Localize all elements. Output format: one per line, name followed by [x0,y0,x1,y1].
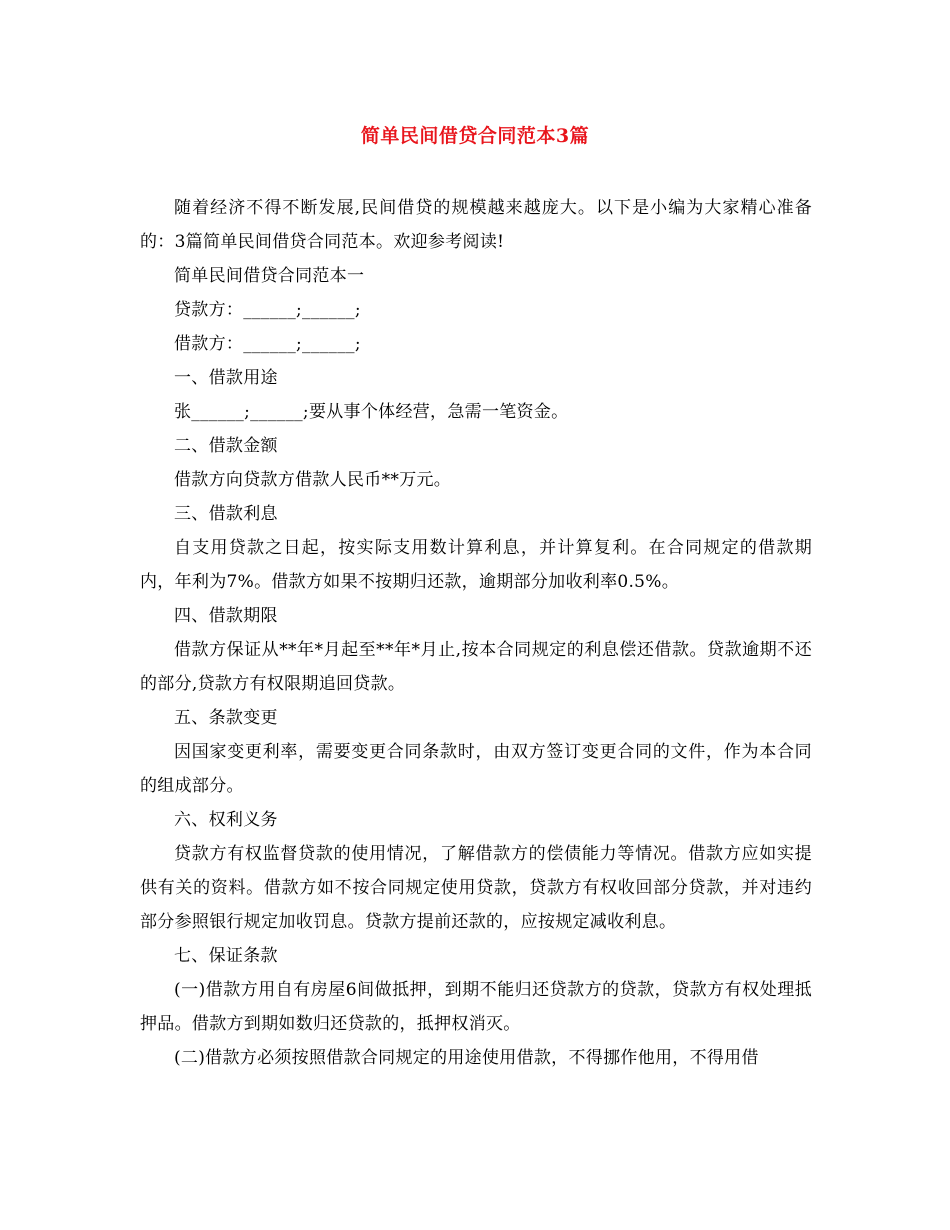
clause-text-term: 借款方保证从**年*月起至**年*月止,按本合同规定的利息偿还借款。贷款逾期不还的部分,贷款方有权限期追回贷款。 [140,640,812,694]
clause-text-guarantee-2: (二)借款方必须按照借款合同规定的用途使用借款，不得挪作他用，不得用借 [174,1048,759,1068]
clause-heading-interest: 三、借款利息 [174,504,278,524]
clause-heading-guarantee: 七、保证条款 [174,946,278,966]
clause-text-purpose: 张______;______;要从事个体经营，急需一笔资金。 [174,402,569,422]
section-heading-sample-one: 简单民间借贷合同范本一 [174,266,365,286]
borrower-line: 借款方：______;______; [174,334,361,354]
clause-text-rights: 贷款方有权监督贷款的使用情况，了解借款方的偿债能力等情况。借款方应如实提供有关的资料。借款方如不按合同规定使用贷款，贷款方有权收回部分贷款，并对违约部分参照银行规定加收罚息。贷款方提前还款的，应按规定减收利息。 [140,844,812,932]
clause-text-amount: 借款方向贷款方借款人民币**万元。 [174,470,452,490]
clause-text-changes: 因国家变更利率，需要变更合同条款时，由双方签订变更合同的文件，作为本合同的组成部分。 [140,742,812,796]
clause-heading-term: 四、借款期限 [174,606,278,626]
intro-paragraph: 随着经济不得不断发展,民间借贷的规模越来越庞大。以下是小编为大家精心准备的：3篇简单民间借贷合同范本。欢迎参考阅读! [140,198,812,252]
clause-heading-amount: 二、借款金额 [174,436,278,456]
clause-text-guarantee-1: (一)借款方用自有房屋6间做抵押，到期不能归还贷款方的贷款，贷款方有权处理抵押品。借款方到期如数归还贷款的，抵押权消灭。 [140,980,812,1034]
clause-heading-purpose: 一、借款用途 [174,368,278,388]
clause-text-interest: 自支用贷款之日起，按实际支用数计算利息，并计算复利。在合同规定的借款期内，年利为7%。借款方如果不按期归还款，逾期部分加收利率0.5%。 [140,538,812,592]
document-title: 简单民间借贷合同范本3篇 [360,125,590,147]
clause-heading-rights: 六、权利义务 [174,810,278,830]
clause-heading-changes: 五、条款变更 [174,708,278,728]
document-body [140,191,812,1075]
lender-line: 贷款方：______;______; [174,300,361,320]
